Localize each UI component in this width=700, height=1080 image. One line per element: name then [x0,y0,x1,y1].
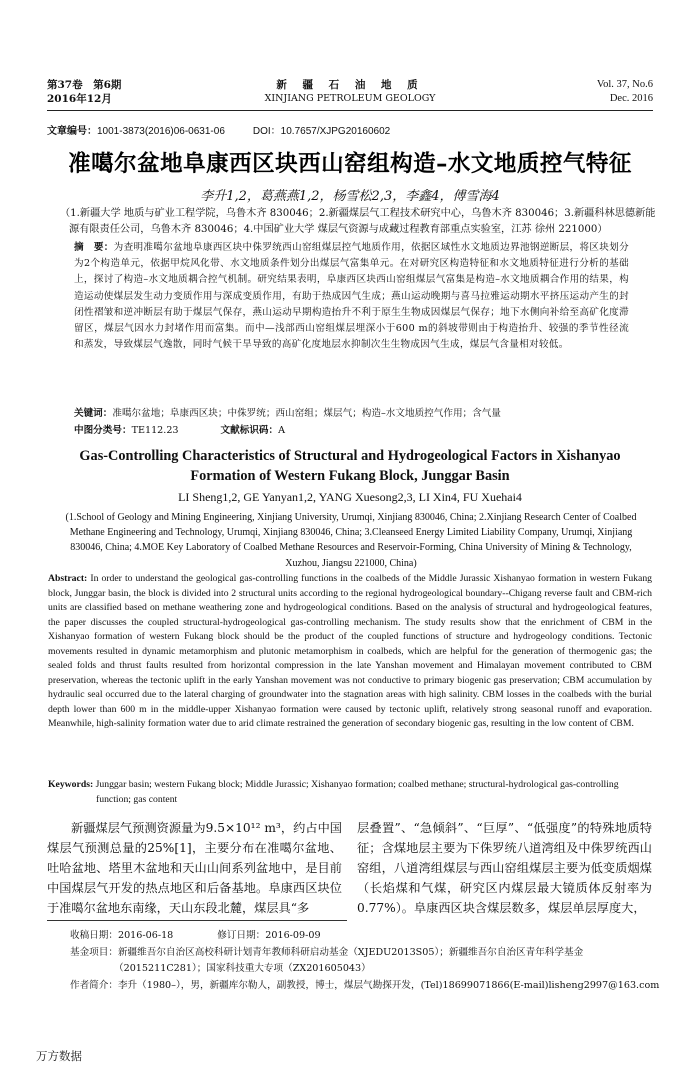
clc-code: TE112.23 [131,425,179,436]
doi: DOI：10.7657/XJPG20160602 [252,126,391,137]
footnote [70,928,660,994]
authors-en: LI Sheng1,2, GE Yanyan1,2, YANG Xuesong2,3, LI Xin4, FU Xuehai4 [178,490,522,504]
footnote-dates [70,928,660,945]
header-date-en: Dec. 2016 [609,93,653,104]
header-volume-cn: 第37卷 第6期 [47,79,122,91]
clc-label: 中图分类号： [74,425,132,436]
title-cn: 准噶尔盆地阜康西区块西山窑组构造–水文地质控气特征 [68,151,632,177]
article-no-label: 文章编号： [47,126,97,137]
header-rule [47,110,653,111]
author-bio: 作者简介：李升（1980–），男，新疆库尔勒人，副教授，博士，煤层气勘探开发，(Tel)18699071866(E-mail)lisheng2997@163.com [70,979,660,991]
doc-code-label: 文献标识码： [220,425,279,436]
article-no: 1001-3873(2016)06-0631-06 [97,126,225,137]
fund-info-cont: （2015211C281）；国家科技重大专项（ZX201605043） [114,963,371,974]
abstract-en [48,572,652,732]
journal-name-en: XINJIANG PETROLEUM GEOLOGY [264,93,436,104]
header-right [597,78,653,106]
header-center [47,78,653,106]
affiliations-cn: （1.新疆大学 地质与矿业工程学院，乌鲁木齐 830046；2.新疆煤层气工程技术研究中心，乌鲁木齐 830046；3.新疆科林思德新能源有限责任公司，乌鲁木齐 830046；4.中国矿业大学 煤层气资源与成藏过程教育部重点实验室，江苏 徐州 221000） [60,208,656,235]
authors-cn: 李升1,2，葛燕燕1,2，杨雪松2,3，李鑫4，傅雪海4 [200,189,500,204]
keywords-cn-label: 关键词： [74,408,113,419]
keywords-en [48,778,652,807]
title-en: Gas-Controlling Characteristics of Structural and Hydrogeological Factors in Xishanyao Formation of Western Fukang Block, Junggar Basin [79,448,621,484]
abstract-en-label: Abstract: [48,573,88,584]
keywords-cn [74,405,634,419]
header-volume-en: Vol. 37, No.6 [596,79,653,90]
received-date: 收稿日期：2016-06-18 [70,930,174,941]
footnote-rule [47,920,347,921]
doc-code: A [278,425,286,436]
keywords-en-label: Keywords: [48,779,94,790]
abstract-cn-text: 为查明准噶尔盆地阜康西区块中侏罗统西山窑组煤层控气地质作用，依据区域性水文地质边界池钢逆断层，将区块划分为2个构造单元，依据甲烷风化带、水文地质条件划分出煤层气富集单元。在对研究区构造特征和水文地质特征进行分析的基础上，探讨了构造–水文地质耦合控气机制。研究结果表明，阜康西区块西山窑组煤层气富集是构造–水文地质耦合作用的结果，构造运动使煤层发生动力变质作用与深成变质作用，有助于热成因气生成；燕山运动晚期与喜马拉雅运动期水平挤压运动产生的封闭性褶皱和逆冲断层有助于煤层气保存，燕山运动早期构造抬升不利于原生生物成因煤层气保存；地下水侧向补给至高矿化度滞留区，煤层气因水力封堵作用而富集。而中—浅部西山窑组煤层埋深小于600 m的斜坡带则由于构造抬升、较强的季节性径流和蒸发，导致煤层气逸散，同时气候干旱导致的高矿化度地层水抑制次生生物成因气生成，煤层气含量相对较低。 [74,242,629,351]
revised-date: 修订日期：2016-09-09 [217,930,321,941]
keywords-en-text: Junggar basin; western Fukang block; Middle Jurassic; Xishanyao formation; coalbed methane; structural-hydrological gas-controlling function; gas content [95,779,619,805]
watermark: 万方数据 [36,1049,82,1063]
keywords-cn-text: 准噶尔盆地；阜康西区块；中侏罗统；西山窑组；煤层气；构造–水文地质控气作用；含气量 [112,408,501,419]
body-column-right: 层叠置”、“急倾斜”、“巨厚”、“低强度”的特殊地质特征；含煤地层主要为下侏罗统八道湾组及中侏罗统西山窑组，八道湾组煤层与西山窑组煤层主要为低变质烟煤（长焰煤和气煤，研究区内煤层最大镜质体反射率为0.77%）。阜康西区块含煤层数多，煤层单层厚度大， [357,821,652,915]
header-date-cn: 2016年12月 [47,93,112,105]
journal-name-cn: 新 疆 石 油 地 质 [276,79,424,91]
abstract-cn [74,240,629,353]
affiliations-en: (1.School of Geology and Mining Engineering, Xinjiang University, Urumqi, Xinjiang 830046, China; 2.Xinjiang Research Center of Coalbed Methane Engineering and Technology, Urumqi, Xinjiang 830046, China; 3.Cleanseed Energy Limited Liability Company, Urumqi, Xinjiang 830046, China; 4.MOE Key Laboratory of Coalbed Methane Resources and Reservoir-Forming, China University of Mining & Technology, Xuzhou, Jiangsu 221000, China) [65,512,637,569]
abstract-cn-label: 摘 要： [74,242,114,253]
abstract-en-text: In order to understand the geological gas-controlling functions in the coalbeds of the Middle Jurassic Xishanyao formation in western Fukang block, Junggar basin, the block is divided into 2 structural units according to the regional hydrogeological boundary--Chigang reverse fault and CBM-rich units are classified based on methane weathering zone and hydrogeological conditions. Based on the analysis of structural and hydrogeological features, the paper discusses the coupled structural-hydrogeological gas-controlling mechanism. The study results show that the enrichment of CBM in the Xishanyao formation of western Fukang block should be the product of the coupled functions of structure and hydrogeology conditions. Tectonic movements resulted in dynamic metamorphism and plutonic metamorphism in coalbeds, which are helpful for the generation of thermogenic gas; the sealed folds and thrust faults resulted from horizontal compression in the late Yanshan movement and Himalayan movement contributed to CBM preservation, whereas the tectonic uplift in the early Yanshan movement was not conductive to primary biogenic gas preservation; CBM accumulation by hydraulic seal occurred due to the lateral charging of groundwater into the stagnation areas with high salinity. CBM losses in the coalbeds with the burial depth lower than 600 m in the middle-upper Xishanyao formation were caused by tectonic uplift, relatively strong seasonal runoff and evaporation. Meanwhile, high-salinity formation water due to arid climate restrained the generation of secondary biogenic gas, resulting in the low content of CBM. [48,573,653,729]
running-header [47,78,653,108]
classification-cn [74,422,285,436]
fund-info: 基金项目：新疆维吾尔自治区高校科研计划青年教师科研启动基金（XJEDU2013S05）；新疆维吾尔自治区青年科学基金 [70,946,584,958]
article-meta [47,122,390,137]
body-column-left: 新疆煤层气预测资源量为9.5×10¹² m³，约占中国煤层气预测总量的25%[1]，主要分布在准噶尔盆地、吐哈盆地、塔里木盆地和天山山间系列盆地中，是目前中国煤层气开发的热点地区和后备基地。阜康西区块位于准噶尔盆地东南缘，天山东段北麓，煤层具“多 [47,821,342,915]
